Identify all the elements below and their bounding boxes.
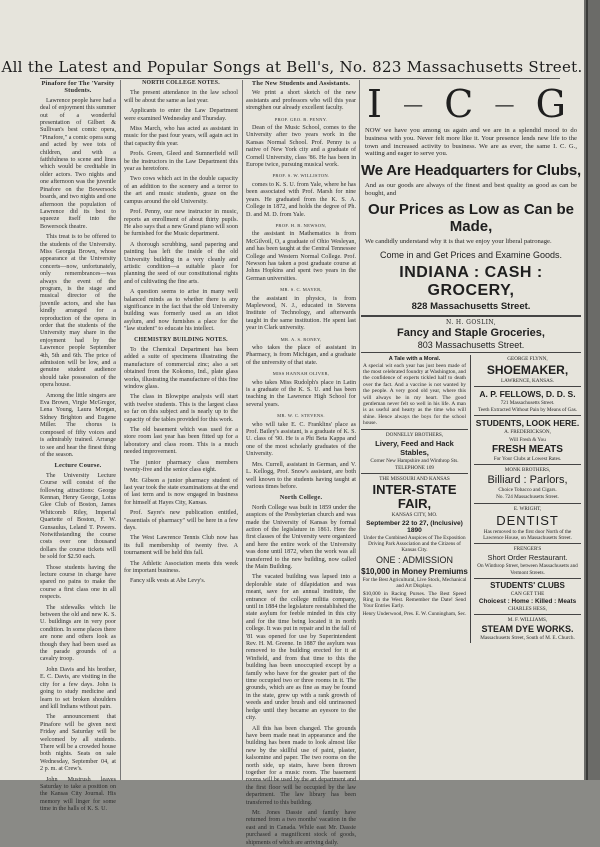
grocery-address: 828 Massachusetts Street. — [411, 300, 531, 312]
paragraph: A question seems to arise in many well balanced minds as to whether there is any significance in the fact that the old University building was formerly used as an idiot asylum, and now furnishes a place for the "law student" to educate his intellect. — [124, 289, 238, 333]
shoemaker-title: SHOEMAKER, — [486, 362, 569, 377]
tale-text: A special wit each year has just been made of the most celebrated foundry at Washington, and the confidence of experts tickled half to death over the fact. And a vaccine is not wanted by the people. A very good old year, where this will always be in my heart. The good gentleman never felt so well in his life. A man is as useful and hearty as the time who will shine. Hence always the boys for the school house. — [363, 362, 466, 427]
fair-officers: Henry Underwood, Pres. E. W. Cunningham, Sec. — [362, 610, 467, 617]
patronage-text: We candidly understand why it is that we enjoy your liberal patronage. — [365, 237, 552, 245]
page-masthead: All the Latest and Popular Songs at Bell's, No. 823 Massachusetts Street. — [1, 58, 583, 76]
column-divider — [120, 80, 121, 780]
fair-auspices: Under the Combined Auspices of The Exposition Driving Park Association and the Citizens of Kansas City. — [363, 534, 466, 554]
steam-dye-works: STEAM DYE WORKS. — [481, 624, 574, 635]
icg-letter: C — [444, 82, 475, 126]
paragraph: This treat is to be offered to the students of the University. Miss Georgia Brown, whose appearance at the University concerts—now, unfortunately, only remembrances—was always the event of the program, is the stage and musical director of the juvenile actors, and she has kindly arranged for a reproduction of the opera in order that the students of the University may share in the enjoyment had by the Lawrence people September 4th, 5th and 6th. The price of admission will be low, and a genuine student audience should take possession of the opera house. — [40, 234, 116, 389]
paragraph: To the Chemical Department has been added a suite of specimens illustrating the manufacture of commercial zinc; also a set obtained from the Kokomo, Ind., plate glass works, illustrating the manufacture of this fine window glass. — [124, 347, 238, 391]
goslin-name: N. H. GOSLIN, — [446, 318, 496, 326]
bio-name: PROF. H. B. NEWSON, — [275, 222, 327, 228]
paragraph: The announcement that Pinafore will be given next Friday and Saturday will be welcomed by all students. There will be a crowded house both nights. Seats on sale Wednesday, September 04, at 2 p. m. at Crew's. — [40, 714, 116, 773]
paragraph: Lawrence people have had a deal of enjoyment this summer out of a wonderful presentation of Gilbert & Sullivan's best comic opera, "Pinafore," a comic opera sung and acted by wee tots of children, and with a faithfulness to scene and lines which would be creditable in older actors. Two nights and one afternoon was the juvenile Pinafore on the Bowersock boards, and two nights and one afternoon the population of Lawrence did its best to squeeze itself into the Bowersock theatre. — [40, 97, 116, 230]
ad-divider — [474, 614, 581, 615]
ad-divider — [361, 315, 581, 317]
column-divider — [242, 80, 243, 780]
bio-text: who takes Miss Rudolph's place in Latin is a graduate of the K. S. U. and has been teaching in the Lawrence High School for several years. — [246, 379, 356, 408]
column-north-college-notes — [124, 80, 238, 780]
paragraph: The Athletic Association meets this week for important business. — [124, 560, 238, 574]
ad-divider — [474, 503, 581, 504]
bio-name: MISS HANNAH OLIVER, — [272, 371, 330, 377]
billiard-tobacco: Choice Tobacco and Cigars. — [498, 487, 557, 494]
paragraph: John Mustrush leaves Saturday to take a position on the Kansas City Journal. His memory will linger for some time in the halls of K. S. U. — [40, 776, 116, 813]
paragraph: John Davis and his brother, E. C. Davis, are visiting in the city for a few days. John is going to study medicine and learn to set broken shoulders and kill Indians without pain. — [40, 666, 116, 710]
bio-text: who takes the place of assistant in Pharmacy, is from Michigan, and a graduate of the university of that state. — [246, 345, 356, 366]
headline-pinafore: Pinafore for The 'Varsity Students. — [41, 80, 115, 95]
ad-divider — [474, 543, 581, 544]
bio-text: the assistant in physics, is from Maplewood, N. J., educated in Stevens Institute of Technology, and afterwards taught in the same institution. He spent last year in Clark university. — [246, 295, 356, 332]
paragraph: North College was built in 1859 under the auspices of the Presbyterian church and was made the University of Kansas by formal action of the legislature in 1861. Here the first classes of the University were organized and here the entire work of the University was done until 1872, when the work was all transferred to the new building, now called the Main Building. — [246, 504, 356, 570]
headquarters-heading: We Are Headquarters for Clubs, — [361, 162, 581, 180]
billiard-parlors: Billiard : Parlors, — [487, 474, 568, 487]
frenger-name: FRENGER'S — [513, 546, 542, 553]
paragraph: Two cows which act in the double capacity of an addition to the scenery and a terror to the art and music students, graze on the campus around the old University. — [124, 176, 238, 205]
masthead-rule — [40, 78, 560, 79]
dentist-title: DENTIST — [496, 512, 559, 528]
paragraph: Profs. Green, Gleed and Sumnerfield will be the instructors in the Law Department this year as heretofore. — [124, 151, 238, 173]
fellows-address: 721 Massachusetts Street. — [500, 399, 555, 406]
paragraph: Among the little singers are Eva Brown, Virgie McGregor, Lena Young, Laura Morgan, Sidney Brighton and Eugene Miller. The chorus is composed of fifty voices and is admirably trained. Arrange to see and hear the finest thing of the season. — [40, 392, 116, 458]
paragraph: The West Lawrence Tennis Club now has its full membership of twenty five. A tournament will be held this fall. — [124, 535, 238, 557]
choicest-meats: Choicest : Home : Killed : Meats — [478, 598, 577, 606]
students-look-here: STUDENTS, LOOK HERE. — [475, 418, 580, 429]
goslin-address: 803 Massachusetts Street. — [417, 339, 525, 350]
ad-divider — [474, 578, 581, 579]
interstate-fair-title: INTER-STATE FAIR, — [372, 482, 457, 512]
quality-text: And as our goods are always of the finest and best quality as good as can be bought, and — [365, 182, 577, 197]
bio-text: Dean of the Music School, comes to the University after two years work in the Kansas Normal School. Prof. Penny is a native of New York city and a graduate of Cornell University, class '86. He has been in Europe twice, pursuing musical work. — [246, 125, 356, 169]
bio-text: the assistant in Mathematics is from McGilvoil, O, a graduate of Ohio Wesleyan, and has been taught at the Central Tennessee College and Western Normal College. Prof. Newson has taken a post graduate course at Johns Hopkins and spent two years in the German universities. — [246, 231, 356, 282]
paragraph: Mr. Jones Dassie and family have returned from a two months' vacation in the east and in Canada. While east Mr. Dassie purchased a magnificent stock of goods, shipments of which are arriving daily. — [246, 809, 356, 846]
donnelly-phone: TELEPHONE 109 — [394, 465, 435, 472]
column-divider — [359, 80, 360, 780]
bio-name: PROF. GEO. B. PENNY. — [274, 116, 328, 122]
paragraph: The present attendance in the law school will be about the same as last year. — [124, 90, 238, 104]
fair-heading: THE MISSOURI AND KANSAS — [379, 476, 450, 483]
ad-left-column — [361, 355, 471, 643]
charles-hess: CHARLES HESS, — [508, 606, 547, 613]
monk-brothers: MONK BROTHERS, — [504, 467, 551, 473]
icg-letter: G — [535, 82, 567, 126]
paragraph: We print a short sketch of the new assistants and professors who will this year strengthen our already excellent faculty. — [246, 90, 356, 112]
clubs-note: CAN GET THE — [510, 590, 545, 597]
ad-divider — [361, 429, 468, 430]
fair-displays: For the Best Agricultural, Live Stock, Mechanical and Art Displays. — [362, 577, 467, 590]
come-in-text: Come in and Get Prices and Examine Goods. — [379, 249, 563, 260]
fresh-meats: FRESH MEATS — [492, 443, 563, 455]
ad-right-column — [471, 355, 581, 643]
students-clubs: STUDENTS' CLUBS — [490, 580, 565, 590]
icg-letter: I — [367, 82, 384, 126]
bio-name: MR. S. C. MAYER, — [280, 287, 322, 293]
frederickson-note: Will Fresh & You — [509, 436, 546, 443]
dash-glyph: — — [494, 92, 516, 116]
paragraph: The sidewalks which lie between the old and new K. S. U. buildings are in very poor condition. In some places there are none and others look as though they had been used as the parade grounds of a cavalry troop. — [40, 604, 116, 663]
prices-heading: Our Prices as Low as Can be Made, — [368, 200, 574, 235]
fellows-note: Teeth Extracted Without Pain by Means of Gas. — [477, 407, 578, 414]
fair-dates: September 22 to 27, (Inclusive) 1890 — [366, 519, 463, 534]
paragraph: Applicants to enter the Law Department were examined Wednesday and Thursday. — [124, 108, 238, 122]
donnelly-address: Corner New Hampshire and Winthrop Sts. — [370, 457, 459, 464]
bio-name: MR. W. C. STEVENS. — [277, 413, 325, 419]
icg-welcome-text: NOW we have you among us again and we are in a splendid mood to do business with you. Never felt more like it. Your presence lends new life to the town and increased activity to business. We are as ever, the same I. C. G., waiting and eager to serve you. — [365, 127, 577, 158]
paragraph: Prof. Sayre's new publication entitled, "essentials of pharmacy" will be here in a few days. — [124, 510, 238, 531]
headline-chemistry-building-notes: CHEMISTRY BUILDING NOTES. — [134, 336, 228, 343]
ad-split-block — [361, 355, 581, 643]
fair-racing: $10,000 in Racing Purses. The Best Speed Ring in the West. Remember the Date! Send Your Entries Early. — [363, 590, 466, 610]
advertisement-column — [361, 80, 581, 780]
donnelly-name: DONNELLY BROTHERS, — [385, 431, 444, 438]
paragraph: Those students having the lecture course in charge have spared no pains to make the course a first class one in all respects. — [40, 564, 116, 601]
paragraph: All this has been changed. The grounds have been made neat in appearance and the building has been made to look almost like new by the skillful use of paint, plaster, kalsomine and paper. The two rooms on the north side, up stairs, have been thrown together for a music room. The basement rooms will be used by the art department and the first floor will be occupied by the law department. The law library has been transferred to this building. — [246, 725, 356, 806]
binding-edge — [586, 0, 588, 780]
ad-divider — [361, 352, 581, 353]
paragraph: Miss March, who has acted as assistant in music for the past four years, will again act in that capacity this year. — [124, 126, 238, 147]
williams-name: M. F. WILLIAMS, — [507, 617, 548, 624]
dye-works-address: Massachusetts Street, South of M. E. Church. — [480, 635, 575, 642]
ad-divider — [474, 464, 581, 465]
paragraph: Prof. Penny, our new instructor in music, reports an enrollment of about thirty pupils. He also says that a new Grand piano will soon be furnished for the Music department. — [124, 209, 238, 238]
indiana-cash-grocery: INDIANA : CASH : GROCERY, — [399, 263, 543, 299]
tale-heading: A Tale with a Moral. — [388, 355, 441, 362]
shoemaker-city: LAWRENCE, KANSAS. — [500, 377, 555, 384]
goslin-groceries: Fancy and Staple Groceries, — [397, 326, 545, 339]
dentist-name: E. WRIGHT, — [513, 505, 542, 512]
donnelly-livery: Livery, Feed and Hack Stables, — [375, 438, 454, 457]
paragraph: The class in Blowpipe analysis will start with twelve students. This is the largest class so far on this subject and is nearly up to the capacity of the tables provided for this work. — [124, 394, 238, 423]
shoemaker-owner: GEORGE FLYNN, — [507, 355, 548, 362]
paragraph: Fancy silk vests at Abe Levy's. — [130, 578, 206, 585]
paragraph: The vacated building was lapsed into a deplorable state of dilapidation and was meant, save for an annual institute, the entrance of the college militia company, until in 1884 the legislature reestablished the state asylum for feeble minded in this city and for the time being located it in north college. It was put in repair and in the fall of '81 was opened for use by Superintendent Rev. H. M. Greene. In 1887 the asylum was removed to the building erected for it at Winfield, and from that time to this the building has been unoccupied except by a family who have for the greater part of the time occupied two or three rooms in it. The grounds, which are as fine as may be found in the state, grew up with a rank growth of weeds and under brush and old unrinsoned hedge until they became an eyesore to the city. — [246, 574, 356, 722]
billiard-address: No. 724 Massachusetts Street. — [496, 494, 559, 501]
fellows-dentist: A. P. FELLOWS, D. D. S. — [479, 388, 576, 399]
ad-divider — [361, 473, 468, 474]
fair-city: KANSAS CITY, MO. — [391, 512, 438, 519]
paragraph: The University Lecture Course will consist of the following attractions: George Kennan, Henry George, Lotus Glee Club of Boston, James Whitcomb Riley, Imperial Quartette of Boston, F. W. Gunsaulus, Leland T. Powers. Notwithstanding the course costs over one thousand dollars the course tickets will be sold for $2.50 each. — [40, 472, 116, 561]
fair-premiums: $10,000 in Money Premiums — [361, 567, 468, 577]
fair-admission: ONE : ADMISSION — [375, 555, 453, 566]
bio-text: who will take E. C. Franklins' place as Prof. Bailey's assistant, is a graduate of K. S. U. class of '90. He is a Phi Beta Kappa and one of the most scholarly graduates of the University. — [246, 421, 356, 458]
dentist-note: Has removed to the first door North of the Lawrence House, on Massachusetts Street. — [483, 528, 572, 542]
ad-divider — [474, 415, 581, 416]
column-new-students — [246, 80, 356, 846]
paragraph: A thorough scrubbing, sand papering and painting has left the inside of the old University building in a very cleanly and artistic condition—a suitable place for planning the seed of our constitutional rights and of cultivating the fine arts. — [124, 241, 238, 285]
restaurant-location: On Winthrop Street, between Massachusetts and Vermont Streets. — [477, 563, 578, 576]
bio-text: comes to K. S. U. from Yale, where he has been associated with Prof. Marsh for nine years. He graduated from the K. S. A. College in 1872, and holds the degree of Ph. D. and M. D. from Yale. — [246, 181, 356, 218]
bio-name: MR. A. S. RONEY, — [280, 336, 322, 342]
short-order-restaurant: Short Order Restaurant. — [487, 553, 568, 563]
icg-logo — [367, 84, 567, 124]
bio-name: PROF. S. W. WILLISTON. — [272, 173, 330, 179]
ad-divider — [474, 386, 581, 387]
column-pinafore — [40, 80, 116, 813]
headline-north-college-notes: NORTH COLLEGE NOTES. — [142, 80, 220, 86]
paragraph: The old basement which was used for a store room last year has been fitted up for a laboratory and class room. This is a much needed improvement. — [124, 427, 238, 456]
paragraph: Mr. Gibson a junior pharmacy student of last year took the state examinations at the end of last term and is now engaged in business for himself at Hayes City, Kansas. — [124, 477, 238, 506]
headline-lecture-course: Lecture Course. — [54, 462, 102, 470]
dash-glyph: — — [403, 92, 425, 116]
paragraph: The junior pharmacy class members twenty-five and the senior class eight. — [124, 459, 238, 474]
meats-note: For Your Clubs at Lowest Rates. — [493, 455, 562, 462]
bio-text: Mrs. Currell, assistant in German, and V. L. Kellogg, Prof. Snow's assistant, are both well known to the students having taught at various times before. — [246, 461, 356, 490]
frederickson-name: A. FREDERICKSON, — [504, 429, 551, 436]
headline-north-college: North College. — [279, 494, 323, 502]
headline-new-students: The New Students and Assistants. — [251, 80, 351, 87]
